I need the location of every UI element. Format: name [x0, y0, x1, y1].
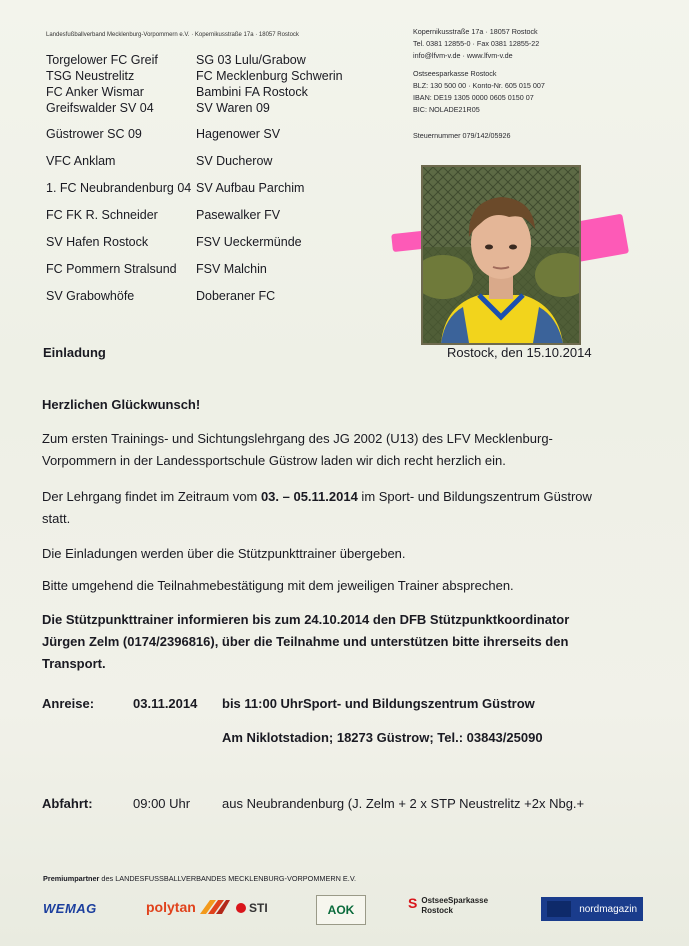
course-dates: 03. – 05.11.2014: [260, 489, 358, 504]
club-row: [46, 288, 376, 304]
club-name: SG 03 Lulu/Grabow: [196, 53, 306, 67]
paragraph-5: [42, 609, 642, 675]
letter-date: Rostock, den 15.10.2014: [447, 345, 592, 360]
contact-block: [413, 26, 613, 142]
phone-line: Tel. 0381 12855-0 · Fax 0381 12855-22: [413, 39, 540, 48]
arrival-date: 03.11.2014: [133, 696, 198, 711]
club-name: FC Anker Wismar: [46, 85, 144, 99]
club-row: [46, 68, 376, 84]
club-name: VFC Anklam: [46, 154, 116, 168]
aok-text: AOK: [327, 903, 355, 917]
sti-logo: [236, 898, 268, 918]
club-name: FC Pommern Stralsund: [46, 262, 177, 276]
paragraph-line: [42, 486, 642, 508]
paragraph-line: Transport.: [42, 656, 106, 671]
club-name: Hagenower SV: [196, 127, 281, 141]
text: Der Lehrgang findet im Zeitraum vom: [42, 489, 261, 504]
club-row: [46, 126, 376, 142]
departure-label: Abfahrt:: [42, 796, 93, 811]
sparkasse-line-2: Rostock: [421, 906, 453, 915]
aok-logo: [316, 895, 366, 925]
address-line: Kopernikusstraße 17a · 18057 Rostock: [413, 27, 538, 36]
sti-text: STI: [249, 901, 268, 915]
tax-number: Steuernummer 079/142/05926: [413, 131, 511, 140]
paragraph-line: Die Stützpunkttrainer informieren bis zum 24.10.2014 den DFB Stützpunktkoordinator: [42, 612, 570, 627]
blz-line: BLZ: 130 500 00 · Konto-Nr. 605 015 007: [413, 81, 545, 90]
wemag-logo: WEMAG: [43, 900, 97, 916]
club-name: Bambini FA Rostock: [196, 85, 308, 99]
paragraph-3: Die Einladungen werden über die Stützpunkttrainer übergeben.: [42, 546, 406, 561]
club-row: [46, 84, 376, 100]
club-name: Doberaner FC: [196, 289, 276, 303]
paragraph-1: [42, 428, 642, 472]
club-name: TSG Neustrelitz: [46, 69, 135, 83]
ndr-box-icon: [547, 901, 571, 917]
club-row: [46, 261, 376, 277]
club-name: SV Aufbau Parchim: [196, 181, 305, 195]
sparkasse-logo: [408, 896, 488, 924]
paragraph-4: Bitte umgehend die Teilnahmebestätigung mit dem jeweiligen Trainer absprechen.: [42, 578, 514, 593]
arrival-time: [222, 696, 535, 711]
sender-line: Landesfußballverband Mecklenburg-Vorpommern e.V. · Kopernikusstraße 17a · 18057 Rostock: [46, 32, 299, 38]
arrival-address: Am Niklotstadion; 18273 Güstrow; Tel.: 03843/25090: [222, 730, 543, 745]
polytan-text: polytan: [146, 899, 196, 915]
departure-time: 09:00 Uhr: [133, 796, 191, 811]
player-photo: [421, 165, 581, 345]
club-name: 1. FC Neubrandenburg 04: [46, 181, 192, 195]
paragraph-line: Zum ersten Trainings- und Sichtungslehrgang des JG 2002 (U13) des LFV Mecklenburg-: [42, 431, 553, 446]
nordmagazin-text: nordmagazin: [579, 903, 637, 915]
club-name: FC Mecklenburg Schwerin: [196, 69, 343, 83]
nordmagazin-logo: [541, 897, 643, 921]
footer-partner-line: [43, 874, 356, 883]
club-list: [46, 52, 376, 304]
sparkasse-line-1: OstseeSparkasse: [421, 896, 489, 905]
footer-text: des LANDESFUSSBALLVERBANDES MECKLENBURG-VORPOMMERN E.V.: [99, 874, 357, 883]
club-row: [46, 180, 376, 196]
bank-name: Ostseesparkasse Rostock: [413, 69, 497, 78]
club-name: Torgelower FC Greif: [46, 53, 158, 67]
paragraph-line: statt.: [42, 511, 71, 526]
sparkasse-s-icon: S: [408, 895, 418, 911]
polytan-logo: [146, 896, 230, 918]
iban-line: IBAN: DE19 1305 0000 0605 0150 07: [413, 93, 534, 102]
club-name: Greifswalder SV 04: [46, 101, 154, 115]
greeting: Herzlichen Glückwunsch!: [42, 397, 201, 412]
club-row: [46, 207, 376, 223]
arrival-time-text: bis 11:00 Uhr: [222, 696, 303, 711]
club-name: SV Grabowhöfe: [46, 289, 135, 303]
club-name: FC FK R. Schneider: [46, 208, 158, 222]
paragraph-line: Vorpommern in der Landessportschule Güstrow laden wir dich recht herzlich ein.: [42, 453, 506, 468]
arrival-label: Anreise:: [42, 696, 95, 711]
club-name: FSV Ueckermünde: [196, 235, 302, 249]
club-name: Güstrower SC 09: [46, 127, 142, 141]
club-name: FSV Malchin: [196, 262, 267, 276]
club-name: SV Waren 09: [196, 101, 270, 115]
bic-line: BIC: NOLADE21R05: [413, 105, 480, 114]
sti-dot-icon: [236, 903, 246, 913]
club-row: [46, 100, 376, 116]
club-row: [46, 153, 376, 169]
heading-einladung: Einladung: [43, 345, 106, 360]
polytan-stripes-icon: [196, 898, 230, 916]
club-row: [46, 234, 376, 250]
web-line: info@lfvm-v.de · www.lfvm-v.de: [413, 51, 513, 60]
departure-text: aus Neubrandenburg (J. Zelm + 2 x STP Neustrelitz +2x Nbg.+: [222, 796, 585, 811]
club-name: Pasewalker FV: [196, 208, 281, 222]
club-name: SV Hafen Rostock: [46, 235, 149, 249]
player-photo-image: [423, 167, 579, 343]
arrival-place: Sport- und Bildungszentrum Güstrow: [302, 696, 535, 711]
text: im Sport- und Bildungszentrum Güstrow: [357, 489, 592, 504]
club-row: [46, 52, 376, 68]
club-name: SV Ducherow: [196, 154, 273, 168]
paragraph-2: [42, 486, 642, 530]
sparkasse-text: [421, 896, 488, 916]
footer-pre: Premiumpartner: [43, 874, 100, 883]
paragraph-line: Jürgen Zelm (0174/2396816), über die Teilnahme und unterstützen bitte ihrerseits den: [42, 634, 569, 649]
